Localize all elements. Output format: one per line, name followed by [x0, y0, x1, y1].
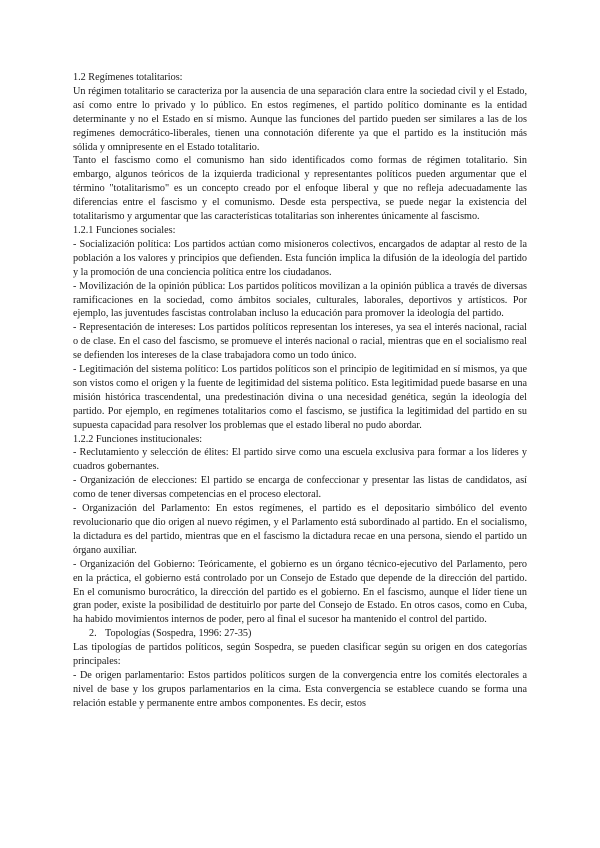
document-page [73, 71, 527, 711]
body-paragraph: Tanto el fascismo como el comunismo han sido identificados como formas de régimen totalitario. Sin embargo, algunos teóricos de la izquierda tradicional y representantes políticos pueden argumentar que el término "totalitarismo" es un concepto creado por el enfoque liberal y que no refleja adecuadamente las diferencias entre el fascismo y el comunismo. Desde esta perspectiva, se puede negar la existencia del totalitarismo y argumentar que las características totalitarias son inherentes únicamente al fascismo. [73, 155, 527, 223]
list-item-origen-parlamentario: - De origen parlamentario: Estos partidos políticos surgen de la convergencia entre los comités electorales a nivel de base y los grupos parlamentarios en la cima. Esta convergencia se establece cuando se forma una relación estable y permanente entre ambos componentes. Es decir, estos [73, 669, 527, 709]
list-item-socializacion: - Socialización política: Los partidos actúan como misioneros colectivos, encargados de adaptar al resto de la población a los valores y principios que defienden. Esta función implica la difusión de la ideología del partido y la promoción de una conciencia política entre los ciudadanos. [73, 238, 527, 278]
list-item-elecciones: - Organización de elecciones: El partido se encarga de confeccionar y presentar las listas de candidatos, así como de tener diversas competencias en el proceso electoral. [73, 475, 527, 501]
numbered-heading-text: Topologías (Sospedra, 1996: 27-35) [105, 628, 252, 640]
list-number: 2. [89, 628, 97, 640]
list-item-legitimacion: - Legitimación del sistema político: Los partidos políticos son el principio de legitimidad en sí mismos, ya que son vistos como el origen y la fuente de legitimidad del sistema político. Esta legitimidad puede basarse en una misión histórica trascendental, una predestinación divina o una necesidad genética, según la ideología del partido. Por ejemplo, en regímenes totalitarios como el fascismo, se justifica la legitimidad del partido en su supuesta capacidad para resolver los problemas que el estado liberal no pudo abordar. [73, 364, 527, 431]
list-item-parlamento: - Organización del Parlamento: En estos regímenes, el partido es el depositario simbólico del evento revolucionario que dio origen al nuevo régimen, y el Parlamento está subordinado al partido. En el socialismo, la dictadura es del partido, mientras que en el fascismo la dictadura recae en una persona, siendo el partido un órgano auxiliar. [73, 503, 527, 556]
list-item-reclutamiento: - Reclutamiento y selección de élites: El partido sirve como una escuela exclusiva para formar a los líderes y cuadros gobernantes. [73, 447, 527, 473]
list-item-movilizacion: - Movilización de la opinión pública: Los partidos políticos movilizan a la opinión pública a través de diversas ramificaciones en la sociedad, como ámbitos sociales, culturales, laborales, deportivos y artísticos. Por ejemplo, las juventudes fascistas controlaban incluso la educación para promover la ideología del partido. [73, 280, 527, 320]
list-item-gobierno: - Organización del Gobierno: Teóricamente, el gobierno es un órgano técnico-ejecutivo del Parlamento, pero en la práctica, el gobierno está controlado por un Consejo de Estado que depende de la dirección del partido. En el comunismo burocrático, la dirección del partido es el gobierno. En el fascismo, aunque el líder tiene un gran poder, existe la posibilidad de destituirlo por parte del Consejo de Estado. En otros casos, como en Cuba, ha habido movimientos internos de poder, pero al final el sucesor ha mantenido el control del partido. [73, 558, 527, 626]
section-heading-funciones-institucionales: 1.2.2 Funciones institucionales: [73, 433, 203, 445]
section-heading-funciones-sociales: 1.2.1 Funciones sociales: [73, 224, 176, 236]
section-heading-regimenes-totalitarios: 1.2 Regímenes totalitarios: [73, 72, 183, 83]
numbered-heading-topologias [73, 627, 527, 641]
body-paragraph: Las tipologías de partidos políticos, según Sospedra, se pueden clasificar según su origen en dos categorías principales: [73, 642, 527, 668]
body-paragraph: Un régimen totalitario se caracteriza por la ausencia de una separación clara entre la sociedad civil y el Estado, así como entre lo privado y lo público. En estos regímenes, el partido político dominante es la entidad determinante y no el Estado en sí mismo. Aunque las funciones del partido pueden ser similares a las de los regímenes democrático-liberales, tienen una connotación diferente ya que el partido es la institución más sólida y omnipresente en el Estado totalitario. [73, 85, 527, 153]
list-item-representacion: - Representación de intereses: Los partidos políticos representan los intereses, ya sea el interés nacional, racial o de clase. En el caso del fascismo, se promueve el interés nacional o racial, mientras que en el socialismo real se defienden los intereses de la clase trabajadora como un todo único. [73, 322, 527, 362]
